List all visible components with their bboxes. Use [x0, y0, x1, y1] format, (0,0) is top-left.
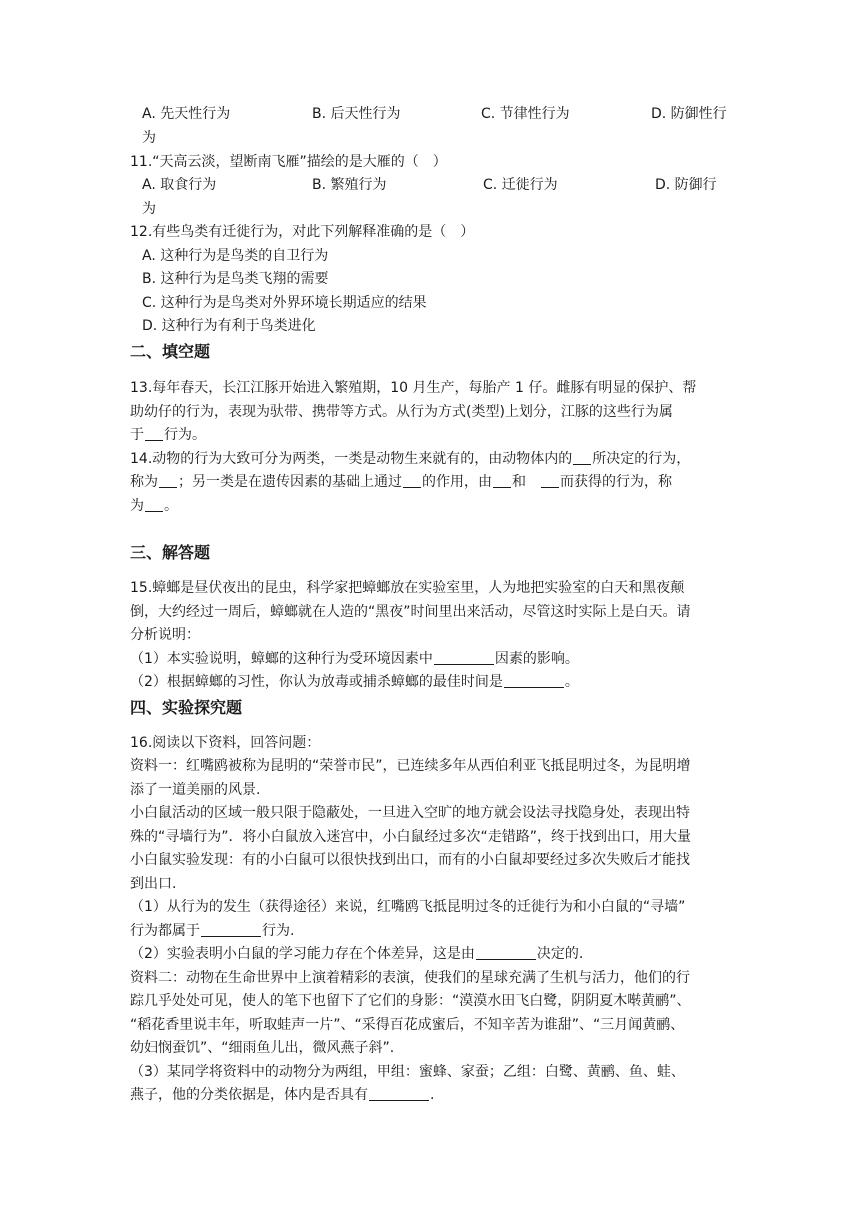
q10-option-d-wrap: 为 — [142, 130, 156, 146]
q16-material-2-line-4: 幼妇悯蚕饥”、“细雨鱼儿出，微风燕子斜”. — [130, 1040, 395, 1056]
q14-line-2 — [130, 472, 672, 492]
q11-option-d[interactable]: D. 防御行 — [655, 177, 717, 193]
q14-answer-blank-4[interactable] — [493, 472, 511, 488]
q14-text: 为 — [130, 498, 144, 514]
q15-answer-blank-1[interactable] — [434, 649, 494, 665]
q14-text: 和 — [512, 474, 526, 490]
q14-line-1 — [130, 449, 690, 469]
q10-option-d[interactable]: D. 防御性行 — [651, 106, 727, 122]
q14-text: 而获得的行为，称 — [560, 474, 672, 490]
q16-answer-blank-3[interactable] — [369, 1085, 429, 1101]
q16-text: 行为. — [262, 923, 295, 939]
q14-answer-blank-3[interactable] — [403, 472, 421, 488]
q16-answer-blank-1[interactable] — [201, 921, 261, 937]
q13-text: 行为。 — [164, 427, 206, 443]
q16-material-1-line-2: 添了一道美丽的风景. — [130, 782, 261, 798]
q11-option-b[interactable]: B. 繁殖行为 — [312, 177, 387, 193]
q15-sub-1 — [130, 649, 579, 669]
q16-sub-1-line-2 — [130, 921, 294, 941]
q16-text: . — [430, 1087, 435, 1103]
q16-text: 决定的. — [536, 946, 584, 962]
section-title-fill-in: 二、填空题 — [130, 342, 211, 361]
section-title-experiment: 四、实验探究题 — [130, 698, 243, 717]
q16-answer-blank-2[interactable] — [476, 944, 536, 960]
q16-material-1-line-1: 资料一：红嘴鸥被称为昆明的“荣誉市民”，已连续多年从西伯利亚飞抵昆明过冬，为昆明增 — [130, 758, 691, 774]
q12-option-a[interactable]: A. 这种行为是鸟类的自卫行为 — [142, 248, 329, 264]
q15-line-1: 15.蟑螂是昼伏夜出的昆虫，科学家把蟑螂放在实验室里，人为地把实验室的白天和黑夜颠 — [130, 580, 685, 596]
q15-text: 。 — [564, 674, 579, 690]
q13-line-2: 助幼仔的行为，表现为驮带、携带等方式。从行为方式(类型)上划分，江豚的这些行为属 — [130, 404, 673, 420]
q15-text: （1）本实验说明，蟑螂的这种行为受环境因素中 — [130, 651, 433, 667]
q14-text: ；另一类是在遗传因素的基础上通过 — [178, 474, 402, 490]
q16-stem: 16.阅读以下资料，回答问题： — [130, 735, 321, 751]
q13-line-1: 13.每年春天，长江江豚开始进入繁殖期，10 月生产，每胎产 1 仔。雌豚有明显的保护、帮 — [130, 380, 697, 396]
q10-option-c[interactable]: C. 节律性行为 — [481, 106, 570, 122]
section-title-answer: 三、解答题 — [130, 543, 211, 562]
q11-option-a[interactable]: A. 取食行为 — [142, 177, 217, 193]
q11-option-c[interactable]: C. 迁徙行为 — [483, 177, 558, 193]
q11-option-d-wrap: 为 — [142, 201, 156, 217]
q11-stem: 11.“天高云淡，望断南飞雁”描绘的是大雁的（ ） — [130, 154, 447, 170]
q16-material-2-line-2: 踪几乎处处可见，使人的笔下也留下了它们的身影：“漠漠水田飞白鹭，阴阴夏木啭黄鹂”、 — [130, 993, 691, 1009]
q12-option-d[interactable]: D. 这种行为有利于鸟类进化 — [142, 318, 316, 334]
q13-text: 于 — [130, 427, 144, 443]
q16-material-1-line-5: 小白鼠实验发现：有的小白鼠可以很快找到出口，而有的小白鼠却要经过多次失败后才能找 — [130, 852, 690, 868]
q13-answer-blank[interactable] — [145, 425, 163, 441]
q10-option-b[interactable]: B. 后天性行为 — [312, 106, 401, 122]
q16-material-2-line-3: “稻花香里说丰年，听取蛙声一片”、“采得百花成蜜后，不知辛苦为谁甜”、“三月闻黄鹂、 — [130, 1017, 685, 1033]
q16-sub-3-line-1: （3）某同学将资料中的动物分为两组，甲组：蜜蜂、家蚕；乙组：白鹭、黄鹂、鱼、蛙、 — [130, 1064, 685, 1080]
q15-sub-2 — [130, 672, 579, 692]
q16-sub-2 — [130, 944, 583, 964]
q12-option-b[interactable]: B. 这种行为是鸟类飞翔的需要 — [142, 271, 329, 287]
q15-text: （2）根据蟑螂的习性，你认为放毒或捕杀蟑螂的最佳时间是 — [130, 674, 503, 690]
q15-answer-blank-2[interactable] — [504, 672, 564, 688]
q12-option-c[interactable]: C. 这种行为是鸟类对外界环境长期适应的结果 — [142, 295, 427, 311]
q16-sub-1-line-1: （1）从行为的发生（获得途径）来说，红嘴鸥飞抵昆明过冬的迁徙行为和小白鼠的“寻墙” — [130, 899, 686, 915]
q14-text: 所决定的行为， — [592, 451, 691, 467]
q16-material-1-line-3: 小白鼠活动的区域一般只限于隐蔽处，一旦进入空旷的地方就会设法寻找隐身处，表现出特 — [130, 805, 690, 821]
q16-material-2-line-1: 资料二：动物在生命世界中上演着精彩的表演，使我们的星球充满了生机与活力，他们的行 — [130, 970, 690, 986]
q14-text: 14.动物的行为大致可分为两类，一类是动物生来就有的，由动物体内的 — [130, 451, 573, 467]
q16-material-1-line-6: 到出口. — [130, 876, 177, 892]
q15-text: 因素的影响。 — [494, 651, 579, 667]
q16-text: 燕子，他的分类依据是，体内是否具有 — [130, 1087, 368, 1103]
q16-material-1-line-4: 殊的“寻墙行为”．将小白鼠放入迷宫中，小白鼠经过多次“走错路”，终于找到出口，用大量 — [130, 829, 692, 845]
q14-answer-blank-5[interactable] — [541, 472, 559, 488]
q14-answer-blank-1[interactable] — [573, 449, 591, 465]
q16-text: （2）实验表明小白鼠的学习能力存在个体差异，这是由 — [130, 946, 475, 962]
q15-line-3: 分析说明： — [130, 627, 200, 643]
q16-text: 行为都属于 — [130, 923, 200, 939]
q14-text: 。 — [164, 498, 178, 514]
q15-line-2: 倒，大约经过一周后，蟑螂就在人造的“黑夜”时间里出来活动，尽管这时实际上是白天。请 — [130, 604, 691, 620]
q14-text: 称为 — [130, 474, 158, 490]
q14-answer-blank-6[interactable] — [145, 496, 163, 512]
q16-sub-3-line-2 — [130, 1085, 434, 1105]
q12-stem: 12.有些鸟类有迁徙行为，对此下列解释准确的是（ ） — [130, 224, 475, 240]
q13-line-3 — [130, 425, 206, 445]
q10-option-a[interactable]: A. 先天性行为 — [142, 106, 231, 122]
q14-answer-blank-2[interactable] — [159, 472, 177, 488]
q14-text: 的作用，由 — [422, 474, 492, 490]
q14-line-3 — [130, 496, 178, 516]
